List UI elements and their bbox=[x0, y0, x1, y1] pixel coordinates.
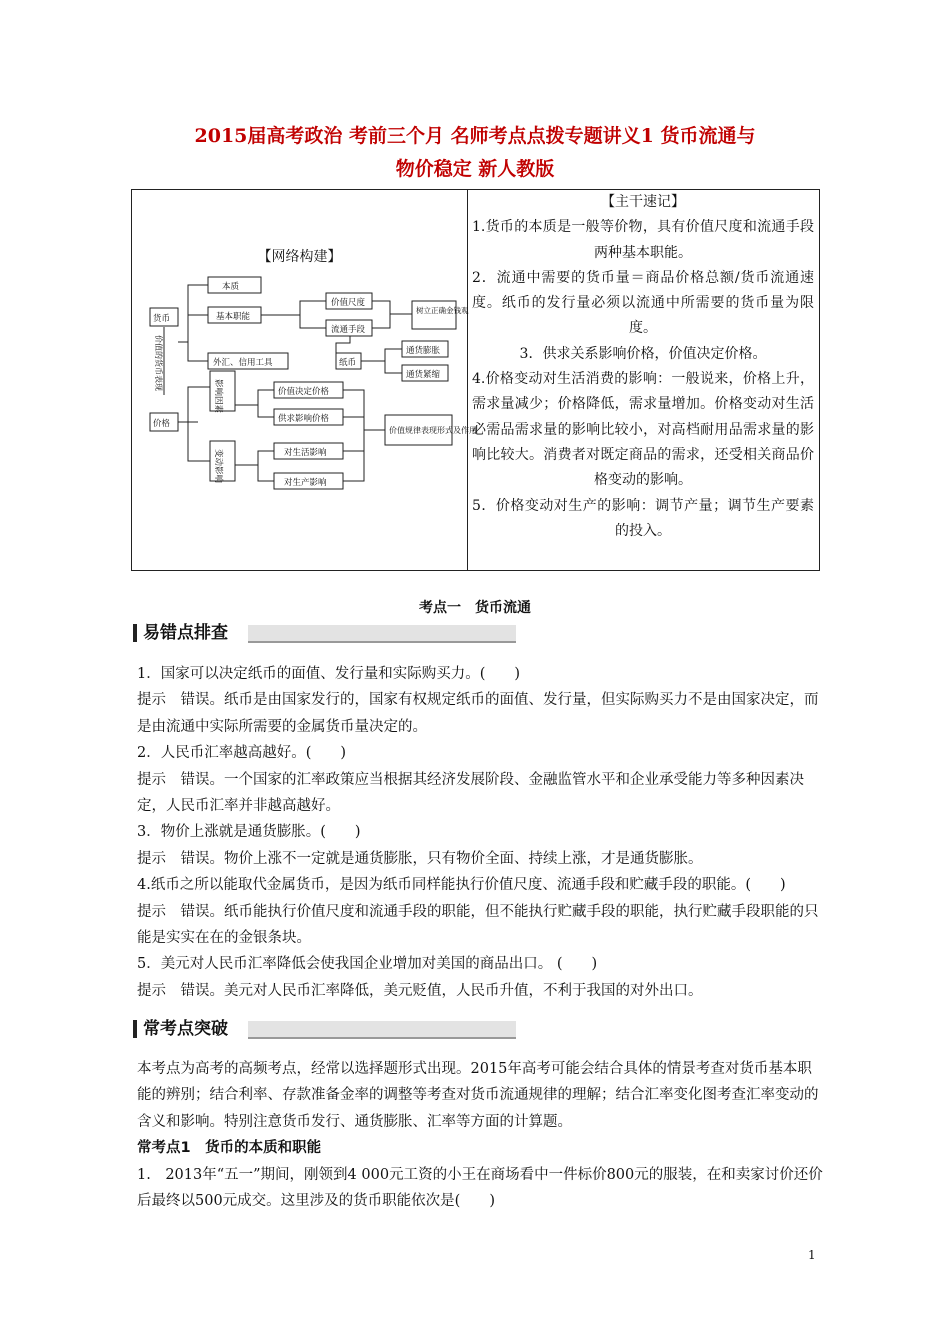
summary-item-1: 1.货币的本质是一般等价物，具有价值尺度和流通手段两种基本职能。 bbox=[472, 219, 814, 261]
node-on-life: 对生活影响 bbox=[284, 448, 327, 458]
node-essence: 本质 bbox=[222, 282, 240, 292]
node-influencing-factors: 影响因素 bbox=[213, 379, 223, 414]
page-number: 1 bbox=[808, 1248, 816, 1262]
question-1: 1. 2013年“五一”期间，刚领到4 000元工资的小王在商场看中一件标价800元的服装，在和卖家讨价还价后最终以500元成交。这里涉及的货币职能依次是( ) bbox=[137, 1166, 823, 1210]
error-item: 3．物价上涨就是通货膨胀。( ) bbox=[137, 824, 361, 841]
table-divider bbox=[467, 190, 468, 570]
node-on-production: 对生产影响 bbox=[284, 478, 327, 488]
node-paper-money: 纸币 bbox=[339, 358, 357, 368]
node-inflation: 通货膨胀 bbox=[406, 346, 441, 356]
network-heading: 【网络构建】 bbox=[257, 249, 342, 265]
heading-common-text: 常考点突破 bbox=[143, 1019, 228, 1039]
error-hint: 提示 错误。纸币能执行价值尺度和流通手段的职能，但不能执行贮藏手段的职能，执行贮藏手段职能的只能是实实在在的金银条块。 bbox=[137, 903, 819, 947]
summary-item-4: 4.价格变动对生活消费的影响：一般说来，价格上升，需求量减少；价格降低，需求量增加。价格变动对生活必需品需求量的影响比较小，对高档耐用品需求量的影响比较大。消费者对既定商品的需求，还受相关商品价格变动的影响。 bbox=[472, 371, 814, 489]
node-value-expression: 价值的货币表现 bbox=[154, 335, 163, 391]
node-measure-value: 价值尺度 bbox=[331, 298, 366, 308]
node-deflation: 通货紧缩 bbox=[406, 370, 441, 380]
summary-item-3: 3．供求关系影响价格，价值决定价格。 bbox=[519, 345, 767, 362]
error-item: 5．美元对人民币汇率降低会使我国企业增加对美国的商品出口。 ( ) bbox=[137, 956, 598, 973]
node-currency: 货币 bbox=[153, 314, 171, 324]
document-title-line2: 物价稳定 新人教版 bbox=[395, 158, 555, 180]
node-change-effects: 变动影响 bbox=[213, 449, 223, 484]
summary-heading: 【主干速记】 bbox=[601, 194, 685, 210]
error-item: 4.纸币之所以能取代金属货币，是因为纸币同样能执行价值尺度、流通手段和贮藏手段的职能。( ) bbox=[137, 877, 786, 894]
error-hint: 提示 错误。美元对人民币汇率降低，美元贬值，人民币升值，不利于我国的对外出口。 bbox=[137, 982, 703, 999]
node-value-decides-price: 价值决定价格 bbox=[278, 387, 330, 397]
heading-errors-text: 易错点排查 bbox=[143, 623, 228, 643]
error-item: 1．国家可以决定纸币的面值、发行量和实际购买力。( ) bbox=[137, 666, 521, 682]
heading-common bbox=[133, 1018, 516, 1040]
concept-map bbox=[140, 265, 477, 495]
node-money-view: 树立正确金钱观 bbox=[416, 306, 469, 315]
section-title: 考点一 货币流通 bbox=[419, 600, 531, 616]
heading-marker bbox=[133, 1020, 137, 1038]
node-fx-credit: 外汇、信用工具 bbox=[213, 358, 273, 368]
error-hint: 提示 错误。物价上涨不一定就是通货膨胀，只有物价全面、持续上涨，才是通货膨胀。 bbox=[137, 850, 703, 867]
summary-table bbox=[131, 189, 820, 571]
summary-item-5: 5．价格变动对生产的影响：调节产量；调节生产要素的投入。 bbox=[472, 497, 814, 539]
node-supply-demand: 供求影响价格 bbox=[278, 414, 330, 424]
common-point-1: 常考点1 货币的本质和职能 bbox=[137, 1140, 322, 1157]
node-circulation: 流通手段 bbox=[331, 325, 366, 335]
node-price: 价格 bbox=[153, 419, 171, 429]
heading-rule bbox=[248, 1021, 516, 1039]
heading-rule bbox=[248, 625, 516, 643]
error-item: 2．人民币汇率越高越好。( ) bbox=[137, 745, 347, 762]
heading-marker bbox=[133, 624, 137, 642]
node-law-of-value: 价值规律表现形式及作用 bbox=[389, 426, 477, 435]
summary-item-2: 2．流通中需要的货币量＝商品价格总额/货币流通速度。纸币的发行量必须以流通中所需要的货币量为限度。 bbox=[472, 269, 814, 337]
error-hint: 提示 错误。一个国家的汇率政策应当根据其经济发展阶段、金融监管水平和企业承受能力等多种因素决定，人民币汇率并非越高越好。 bbox=[137, 771, 804, 815]
summary-column bbox=[472, 190, 814, 544]
document-title-line1: 2015届高考政治 考前三个月 名师考点点拨专题讲义1 货币流通与 bbox=[194, 125, 756, 147]
error-hint: 提示 错误。纸币是由国家发行的，国家有权规定纸币的面值、发行量，但实际购买力不是由国家决定，而是由流通中实际所需要的金属货币量决定的。 bbox=[137, 692, 819, 735]
node-basic-functions: 基本职能 bbox=[216, 312, 251, 322]
common-block bbox=[137, 1056, 825, 1214]
heading-errors bbox=[133, 622, 516, 644]
common-intro: 本考点为高考的高频考点，经常以选择题形式出现。2015年高考可能会结合具体的情景考查对货币基本职能的辨别；结合利率、存款准备金率的调整等考查对货币流通规律的理解；结合汇率变化图考查汇率变动的含义和影响。特别注意货币发行、通货膨胀、汇率等方面的计算题。 bbox=[137, 1061, 819, 1130]
errors-block bbox=[137, 661, 825, 1004]
